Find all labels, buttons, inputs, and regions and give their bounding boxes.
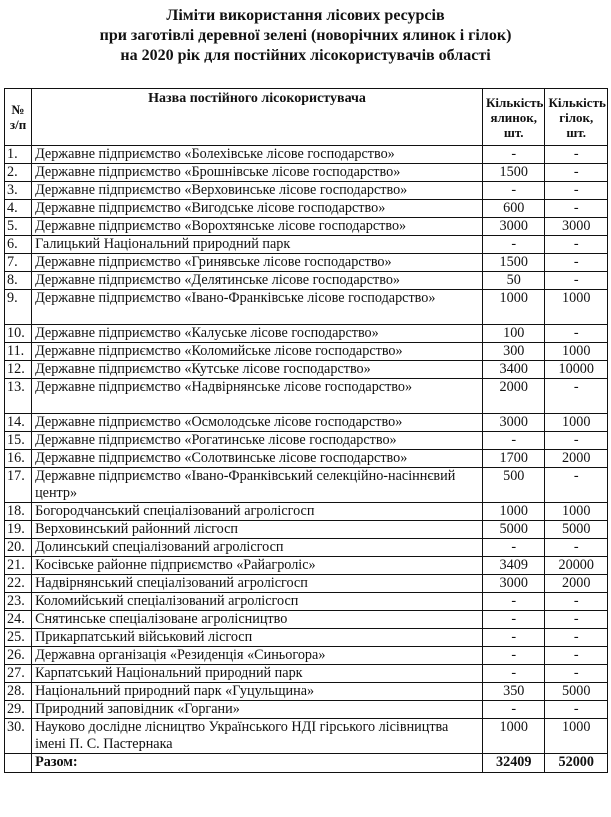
header-firs-line-2: ялинок,: [490, 109, 538, 125]
row-firs: 1000: [483, 719, 545, 754]
row-number: 19.: [5, 521, 32, 539]
table-row: [5, 629, 608, 647]
row-number: 6.: [5, 236, 32, 254]
row-name: Державне підприємство «Калуське лісове господарство»: [32, 325, 483, 343]
row-name: Галицький Національний природний парк: [32, 236, 483, 254]
row-number: 29.: [5, 701, 32, 719]
table-row: [5, 146, 608, 164]
table-row: [5, 361, 608, 379]
row-name: Державне підприємство «Верховинське лісове господарство»: [32, 182, 483, 200]
row-firs: 3000: [483, 218, 545, 236]
row-branches: 2000: [545, 450, 608, 468]
row-name: Карпатський Національний природний парк: [32, 665, 483, 683]
row-firs: -: [483, 432, 545, 450]
row-number: 22.: [5, 575, 32, 593]
table-row: [5, 254, 608, 272]
table-row: [5, 701, 608, 719]
row-firs: -: [483, 701, 545, 719]
total-label: Разом:: [32, 754, 483, 773]
row-branches: 1000: [545, 719, 608, 754]
row-firs: 350: [483, 683, 545, 701]
header-branches-line-2: гілок,: [559, 109, 594, 125]
row-branches: 1000: [545, 343, 608, 361]
table-row: [5, 719, 608, 754]
total-row: [5, 754, 608, 773]
row-branches: 5000: [545, 683, 608, 701]
row-number: 15.: [5, 432, 32, 450]
row-firs: -: [483, 539, 545, 557]
table-row: [5, 539, 608, 557]
table-row: [5, 665, 608, 683]
row-branches: -: [545, 432, 608, 450]
row-name: Снятинське спеціалізоване агролісництво: [32, 611, 483, 629]
header-number-line-2: з/п: [9, 117, 27, 132]
table-row: [5, 647, 608, 665]
row-branches: -: [545, 146, 608, 164]
row-branches: -: [545, 665, 608, 683]
row-number: 18.: [5, 503, 32, 521]
row-name: Державне підприємство «Ворохтянське лісове господарство»: [32, 218, 483, 236]
row-number: 5.: [5, 218, 32, 236]
row-number: 27.: [5, 665, 32, 683]
title-line-3: на 2020 рік для постійних лісокористувачів області: [120, 47, 491, 64]
row-firs: 500: [483, 468, 545, 503]
row-branches: -: [545, 200, 608, 218]
table-row: [5, 611, 608, 629]
row-name: Природний заповідник «Горгани»: [32, 701, 483, 719]
table-row: [5, 683, 608, 701]
table-row: [5, 182, 608, 200]
table-row: [5, 272, 608, 290]
row-name: Державне підприємство «Рогатинське лісове господарство»: [32, 432, 483, 450]
row-number: 24.: [5, 611, 32, 629]
total-number-cell: [5, 754, 32, 773]
limits-table: [4, 88, 608, 773]
row-number: 30.: [5, 719, 32, 754]
table-row: [5, 503, 608, 521]
row-branches: 5000: [545, 521, 608, 539]
row-number: 20.: [5, 539, 32, 557]
row-name: Богородчанський спеціалізований агролісгосп: [32, 503, 483, 521]
table-row: [5, 593, 608, 611]
header-number-line-1: №: [11, 102, 25, 117]
row-firs: 1000: [483, 503, 545, 521]
row-branches: -: [545, 379, 608, 414]
row-firs: 1500: [483, 164, 545, 182]
row-firs: 3400: [483, 361, 545, 379]
row-firs: 3000: [483, 414, 545, 432]
table-row: [5, 521, 608, 539]
row-branches: -: [545, 164, 608, 182]
row-name: Державне підприємство «Брошнівське лісове господарство»: [32, 164, 483, 182]
row-firs: 3000: [483, 575, 545, 593]
table-row: [5, 236, 608, 254]
row-name: Державне підприємство «Івано-Франківський селекційно-насіннєвий центр»: [32, 468, 483, 503]
row-branches: -: [545, 539, 608, 557]
row-number: 28.: [5, 683, 32, 701]
table-row: [5, 414, 608, 432]
row-name: Державне підприємство «Івано-Франківське лісове господарство»: [32, 290, 483, 325]
row-branches: 1000: [545, 414, 608, 432]
row-name: Державне підприємство «Кутське лісове господарство»: [32, 361, 483, 379]
row-branches: 3000: [545, 218, 608, 236]
header-name: Назва постійного лісокористувача: [32, 89, 483, 146]
row-branches: -: [545, 236, 608, 254]
header-firs-line-1: Кількість: [486, 94, 544, 110]
row-branches: 10000: [545, 361, 608, 379]
row-firs: -: [483, 236, 545, 254]
row-number: 14.: [5, 414, 32, 432]
row-branches: -: [545, 254, 608, 272]
table-row: [5, 343, 608, 361]
row-name: Державне підприємство «Гринявське лісове господарство»: [32, 254, 483, 272]
table-row: [5, 200, 608, 218]
row-firs: 100: [483, 325, 545, 343]
row-branches: 1000: [545, 290, 608, 325]
row-number: 9.: [5, 290, 32, 325]
row-number: 12.: [5, 361, 32, 379]
table-row: [5, 468, 608, 503]
row-number: 4.: [5, 200, 32, 218]
row-number: 11.: [5, 343, 32, 361]
table-row: [5, 450, 608, 468]
table-row: [5, 379, 608, 414]
row-name: Державне підприємство «Делятинське лісове господарство»: [32, 272, 483, 290]
table-row: [5, 290, 608, 325]
row-firs: 1500: [483, 254, 545, 272]
row-firs: 300: [483, 343, 545, 361]
row-number: 10.: [5, 325, 32, 343]
document-title: [0, 6, 611, 66]
row-branches: -: [545, 272, 608, 290]
row-firs: -: [483, 593, 545, 611]
row-branches: -: [545, 701, 608, 719]
header-branches-line-3: шт.: [566, 124, 587, 140]
header-branches: [545, 89, 608, 146]
row-name: Державне підприємство «Вигодське лісове господарство»: [32, 200, 483, 218]
row-number: 26.: [5, 647, 32, 665]
row-firs: 600: [483, 200, 545, 218]
row-name: Коломийський спеціалізований агролісгосп: [32, 593, 483, 611]
row-name: Долинський спеціалізований агролісгосп: [32, 539, 483, 557]
row-name: Косівське районне підприємство «Райагроліс»: [32, 557, 483, 575]
row-firs: -: [483, 146, 545, 164]
row-firs: -: [483, 629, 545, 647]
row-branches: 2000: [545, 575, 608, 593]
row-firs: 3409: [483, 557, 545, 575]
row-name: Державна організація «Резиденція «Синьогора»: [32, 647, 483, 665]
row-number: 13.: [5, 379, 32, 414]
table-row: [5, 218, 608, 236]
row-firs: 5000: [483, 521, 545, 539]
row-name: Державне підприємство «Коломийське лісове господарство»: [32, 343, 483, 361]
row-name: Прикарпатський військовий лісгосп: [32, 629, 483, 647]
table-body: [5, 146, 608, 754]
header-number: [5, 89, 32, 146]
header-branches-line-1: Кількість: [548, 94, 606, 110]
row-number: 1.: [5, 146, 32, 164]
row-branches: 20000: [545, 557, 608, 575]
header-firs: [483, 89, 545, 146]
row-name: Державне підприємство «Осмолодське лісове господарство»: [32, 414, 483, 432]
row-firs: -: [483, 182, 545, 200]
row-name: Науково дослідне лісництво Українського НДІ гірського лісівництва імені П. С. Пастернака: [32, 719, 483, 754]
row-name: Державне підприємство «Солотвинське лісове господарство»: [32, 450, 483, 468]
row-number: 7.: [5, 254, 32, 272]
row-name: Надвірнянський спеціалізований агролісгосп: [32, 575, 483, 593]
title-line-2: при заготівлі деревної зелені (новорічних ялинок і гілок): [99, 27, 512, 44]
row-firs: 2000: [483, 379, 545, 414]
row-branches: -: [545, 468, 608, 503]
row-number: 17.: [5, 468, 32, 503]
table-row: [5, 432, 608, 450]
table-row: [5, 325, 608, 343]
table-row: [5, 164, 608, 182]
row-firs: 1000: [483, 290, 545, 325]
table-row: [5, 557, 608, 575]
row-number: 16.: [5, 450, 32, 468]
row-name: Верховинський районний лісгосп: [32, 521, 483, 539]
row-branches: -: [545, 325, 608, 343]
title-line-1: Ліміти використання лісових ресурсів: [166, 7, 445, 24]
row-branches: 1000: [545, 503, 608, 521]
row-firs: -: [483, 647, 545, 665]
header-firs-line-3: шт.: [503, 124, 524, 140]
row-branches: -: [545, 182, 608, 200]
row-number: 25.: [5, 629, 32, 647]
row-name: Державне підприємство «Надвірнянське лісове господарство»: [32, 379, 483, 414]
row-branches: -: [545, 593, 608, 611]
row-number: 2.: [5, 164, 32, 182]
row-firs: -: [483, 665, 545, 683]
row-number: 8.: [5, 272, 32, 290]
row-branches: -: [545, 629, 608, 647]
table-row: [5, 575, 608, 593]
total-branches: 52000: [545, 754, 608, 773]
row-number: 23.: [5, 593, 32, 611]
row-firs: -: [483, 611, 545, 629]
row-number: 3.: [5, 182, 32, 200]
row-name: Національний природний парк «Гуцульщина»: [32, 683, 483, 701]
row-firs: 1700: [483, 450, 545, 468]
row-name: Державне підприємство «Болехівське лісове господарство»: [32, 146, 483, 164]
row-branches: -: [545, 647, 608, 665]
row-number: 21.: [5, 557, 32, 575]
table-header-row: [5, 89, 608, 146]
total-firs: 32409: [483, 754, 545, 773]
row-branches: -: [545, 611, 608, 629]
row-firs: 50: [483, 272, 545, 290]
